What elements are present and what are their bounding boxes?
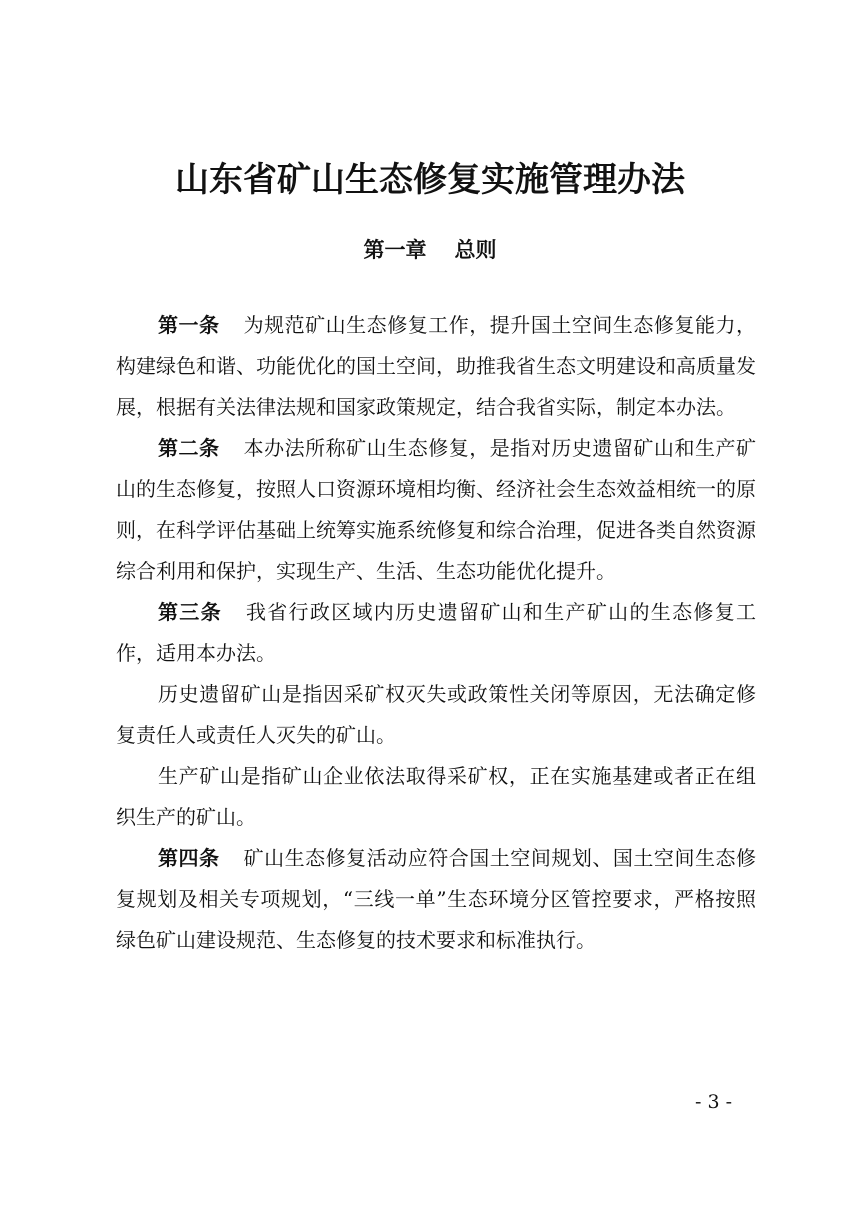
article-label: 第二条 (158, 436, 220, 460)
paragraph-text: 本办法所称矿山生态修复，是指对历史遗留矿山和生产矿山的生态修复，按照人口资源环境相均衡、经济社会生态效益相统一的原则，在科学评估基础上统筹实施系统修复和综合治理，促进各类自然资源综合利用和保护，实现生产、生活、生态功能优化提升。 (116, 436, 757, 583)
paragraph-text: 为规范矿山生态修复工作，提升国土空间生态修复能力，构建绿色和谐、功能优化的国土空间，助推我省生态文明建设和高质量发展，根据有关法律法规和国家政策规定，结合我省实际，制定本办法。 (116, 313, 757, 419)
paragraph-article-1 (116, 305, 756, 428)
article-label: 第四条 (158, 846, 220, 870)
paragraph-text: 生产矿山是指矿山企业依法取得采矿权，正在实施基建或者正在组织生产的矿山。 (116, 764, 756, 829)
document-title: 山东省矿山生态修复实施管理办法 (175, 160, 685, 200)
paragraph-text: 历史遗留矿山是指因采矿权灭失或政策性关闭等原因，无法确定修复责任人或责任人灭失的矿山。 (116, 682, 756, 747)
paragraph-text: 我省行政区域内历史遗留矿山和生产矿山的生态修复工作，适用本办法。 (116, 600, 757, 665)
paragraph-article-3 (116, 592, 756, 674)
paragraph-article-2 (116, 428, 756, 592)
chapter-heading (0, 232, 860, 268)
article-label: 第一条 (158, 313, 220, 337)
paragraph-text: 矿山生态修复活动应符合国土空间规划、国土空间生态修复规划及相关专项规划，“三线一单”生态环境分区管控要求，严格按照绿色矿山建设规范、生态修复的技术要求和标准执行。 (116, 846, 757, 952)
chapter-name: 总则 (454, 238, 497, 262)
paragraph-historical-mines (116, 674, 756, 756)
paragraph-article-4 (116, 838, 756, 961)
paragraph-production-mines (116, 756, 756, 838)
chapter-number: 第一章 (363, 238, 427, 262)
article-label: 第三条 (158, 600, 222, 624)
document-body (116, 305, 756, 961)
page-number: - 3 - (694, 1091, 732, 1113)
